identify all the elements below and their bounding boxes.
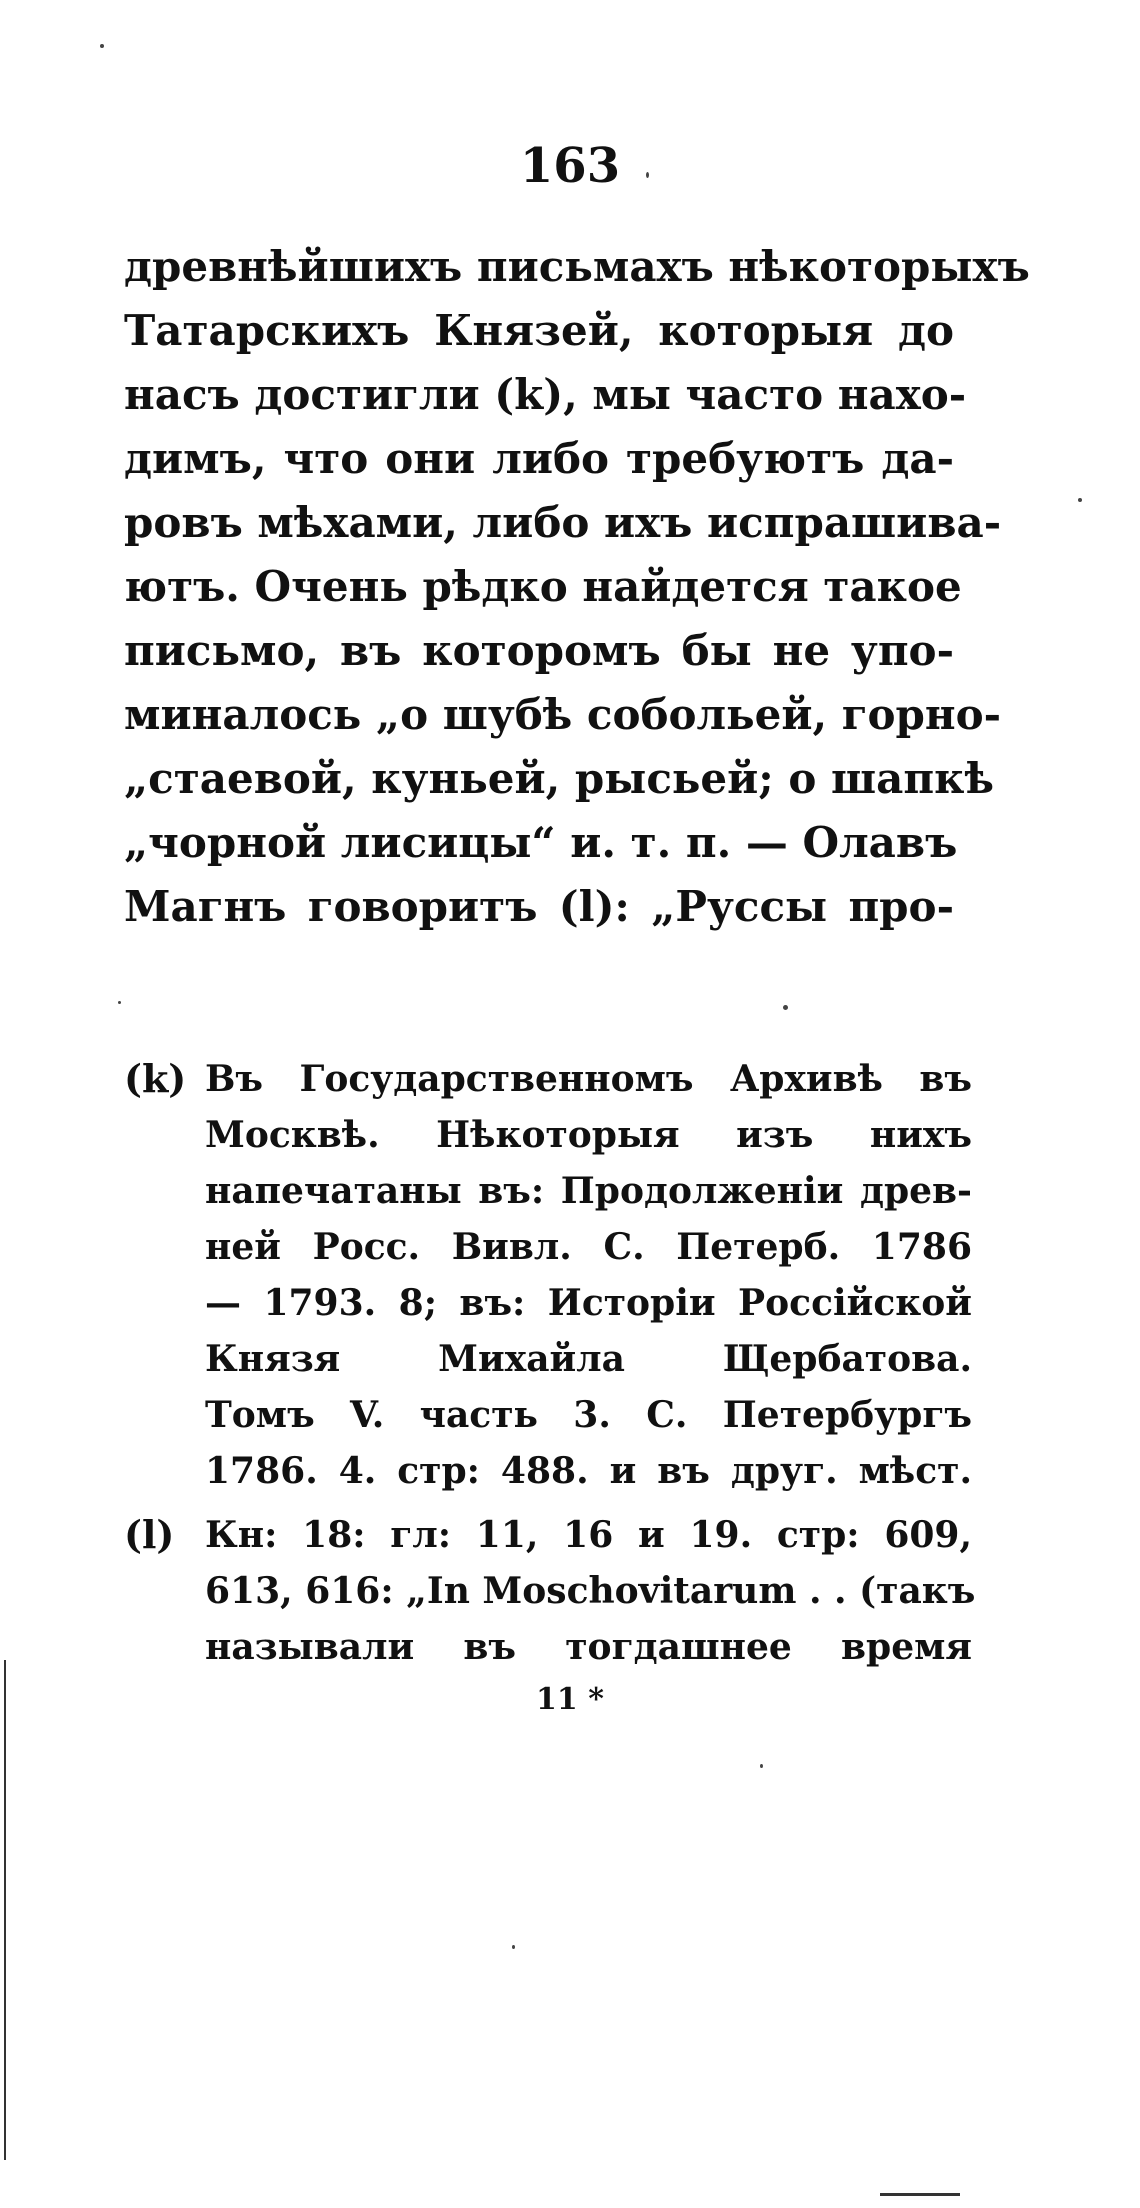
text-line: древнѣйшихъ письмахъ нѣкоторыхъ (124, 242, 1030, 291)
footnote-line: — 1793. 8; въ: Исторіи Россійской (205, 1282, 972, 1324)
text-line: насъ достигли (k), мы часто нахо- (124, 370, 967, 419)
page-edge-mark (880, 2193, 960, 2196)
scan-speck (512, 1945, 515, 1949)
footnote-line: Князя Михайла Щербатова. (205, 1338, 972, 1380)
text-line: ютъ. Очень рѣдко найдется такое (124, 562, 962, 611)
footnote-line: 613, 616: „In Moschovitarum . . (такъ (205, 1570, 976, 1612)
text-line: письмо, въ которомъ бы не упо- (124, 626, 954, 675)
text-line: Магнъ говоритъ (l): „Руссы про- (124, 882, 954, 931)
scan-speck (100, 44, 104, 48)
footnote-line: напечатаны въ: Продолженіи древ- (205, 1170, 972, 1212)
footnote-line: 1786. 4. стр: 488. и въ друг. мѣст. (205, 1450, 972, 1492)
text-line: „чорной лисицы“ и. т. п. — Олавъ (124, 818, 958, 867)
scan-speck (783, 1005, 788, 1010)
scan-speck (118, 1001, 121, 1004)
footnote-line: Кн: 18: гл: 11, 16 и 19. стр: 609, (205, 1514, 972, 1556)
text-line: ровъ мѣхами, либо ихъ испрашива- (124, 498, 1002, 547)
text-line: „стаевой, куньей, рысьей; о шапкѣ (124, 754, 995, 803)
footnote-marker: (l) (124, 1512, 175, 1557)
footnote-line: Томъ V. часть 3. С. Петербургъ (205, 1394, 972, 1436)
footnote-line: Въ Государственномъ Архивѣ въ (205, 1058, 972, 1100)
footnote-line: называли въ тогдашнее время (205, 1626, 972, 1668)
text-line: Татарскихъ Князей, которыя до (124, 306, 954, 355)
scan-speck (760, 1764, 763, 1768)
page-edge-mark (4, 1660, 6, 2160)
text-line: димъ, что они либо требуютъ да- (124, 434, 954, 483)
scan-speck (1078, 498, 1082, 502)
signature-mark: 11 * (536, 1682, 604, 1717)
page-number: 163 (519, 138, 621, 194)
scan-speck (646, 172, 649, 178)
footnote-marker: (k) (124, 1056, 187, 1101)
text-line: миналось „о шубѣ собольей, горно- (124, 690, 1002, 739)
footnote-line: ней Росс. Вивл. С. Петерб. 1786 (205, 1226, 972, 1268)
footnote-line: Москвѣ. Нѣкоторыя изъ нихъ (205, 1114, 972, 1156)
